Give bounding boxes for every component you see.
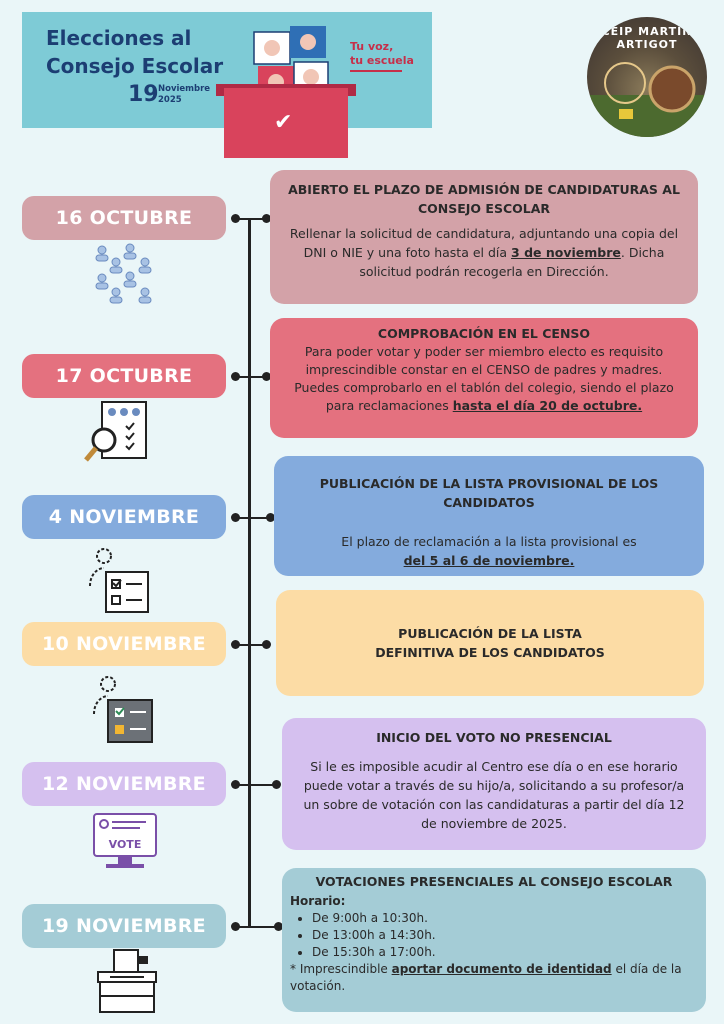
- school-logo: [587, 17, 707, 137]
- title-line-1: Elecciones al: [46, 26, 192, 50]
- event-card-2: [270, 318, 698, 438]
- people-group-icon: [90, 240, 160, 310]
- checklist-person-color-icon: [88, 674, 158, 744]
- event-text: Si le es imposible acudir al Centro ese día o en ese horario puede votar a través de su hijo/a, solicitando a su profesor/a un sobre de votación con las candidaturas a partir del día 12 de noviembre de 2025.: [303, 759, 685, 831]
- schedule-item: • De 13:00h a 14:30h.: [312, 927, 698, 944]
- schedule-label: Horario:: [290, 894, 346, 908]
- event-title: INICIO DEL VOTO NO PRESENCIAL: [376, 730, 612, 745]
- banner-slogan: [350, 40, 420, 68]
- year-label: 2025: [158, 95, 182, 105]
- banner-month: [158, 84, 210, 106]
- schedule-item: • De 9:00h a 10:30h.: [312, 910, 698, 927]
- timeline-line: [248, 218, 251, 926]
- event-card-5: [282, 718, 706, 850]
- schedule-item: • De 15:30h a 17:00h.: [312, 944, 698, 961]
- timeline-dot: [262, 640, 271, 649]
- event-title: PUBLICACIÓN DE LA LISTA PROVISIONAL DE LOS CANDIDATOS: [319, 476, 659, 510]
- event-card-6: [282, 868, 706, 1012]
- date-pill-12-noviembre: 12 NOVIEMBRE: [22, 762, 226, 806]
- date-pill-17-octubre: 17 OCTUBRE: [22, 354, 226, 398]
- event-title: PUBLICACIÓN DE LA LISTA DEFINITIVA DE LOS CANDIDATOS: [375, 626, 605, 660]
- event-text: Rellenar la solicitud de candidatura, adjuntando una copia del DNI o NIE y una foto hasta el día 3 de noviembre. Dicha solicitud podrán recogerla en Dirección.: [289, 226, 679, 279]
- event-card-3: [274, 456, 704, 576]
- vote-screen-label: VOTE: [108, 838, 142, 851]
- date-pill-10-noviembre: 10 NOVIEMBRE: [22, 622, 226, 666]
- event-title: VOTACIONES PRESENCIALES AL CONSEJO ESCOLAR: [315, 874, 673, 889]
- date-pill-19-noviembre: 19 NOVIEMBRE: [22, 904, 226, 948]
- date-pill-16-octubre: 16 OCTUBRE: [22, 196, 226, 240]
- online-vote-icon: [90, 808, 160, 878]
- event-text: Para poder votar y poder ser miembro electo es requisito imprescindible constar en el CENSO de padres y madres. Puedes comprobarlo en el tablón del colegio, siendo el plazo para reclamaciones hasta el día 20 de octubre.: [294, 344, 674, 413]
- census-search-icon: [82, 398, 152, 468]
- slogan-underline: [350, 70, 402, 72]
- event-title: COMPROBACIÓN EN EL CENSO: [377, 326, 591, 341]
- title-line-2: Consejo Escolar: [46, 54, 224, 78]
- banner-day: 19: [128, 82, 159, 107]
- event-card-1: [270, 170, 698, 304]
- event-title: ABIERTO EL PLAZO DE ADMISIÓN DE CANDIDATURAS AL CONSEJO ESCOLAR: [288, 182, 680, 216]
- slogan-line-2: tu escuela: [350, 54, 414, 67]
- ballot-box-icon: [92, 946, 162, 1016]
- checklist-person-icon: [86, 546, 156, 616]
- month-label: Noviembre: [158, 84, 211, 94]
- banner-title: [46, 24, 226, 80]
- check-icon: ✔: [274, 110, 293, 135]
- event-card-4: [276, 590, 704, 696]
- slogan-line-1: Tu voz,: [350, 40, 394, 53]
- schedule-list: [290, 910, 698, 961]
- logo-text: CEIP MARTÍN ARTIGOT: [601, 25, 693, 51]
- date-pill-4-noviembre: 4 NOVIEMBRE: [22, 495, 226, 539]
- event-text: El plazo de reclamación a la lista provisional es del 5 al 6 de noviembre.: [341, 534, 637, 568]
- event-note: * Imprescindible aportar documento de identidad el día de la votación.: [290, 962, 682, 993]
- timeline-dot: [272, 780, 281, 789]
